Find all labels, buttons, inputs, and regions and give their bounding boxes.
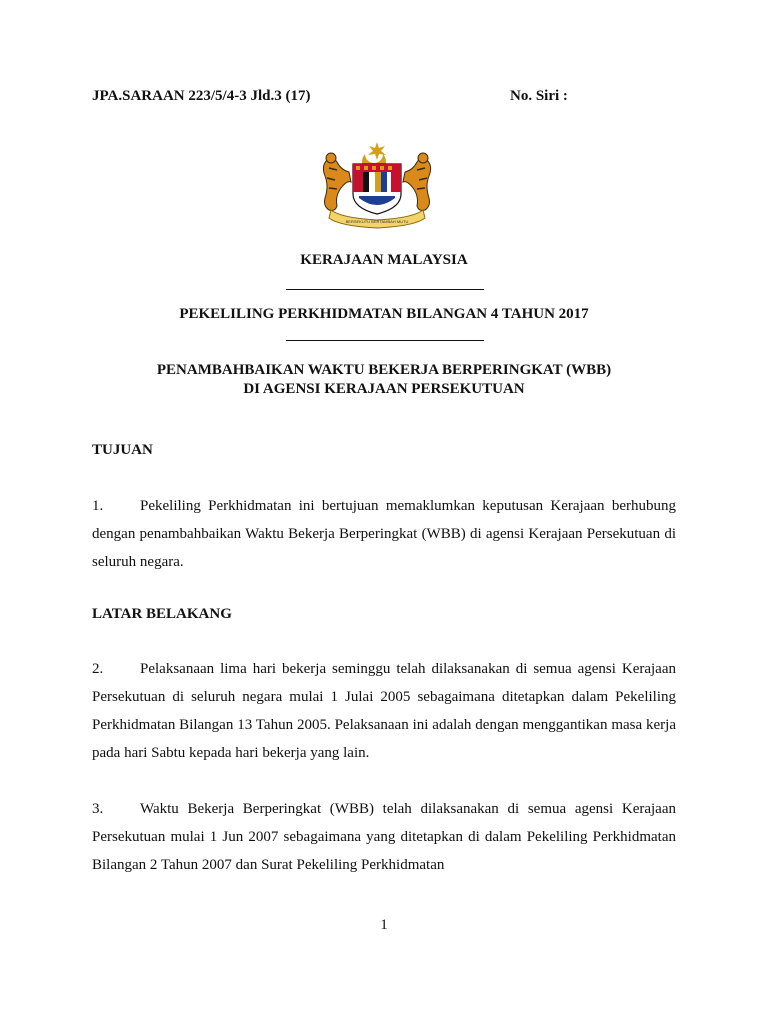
paragraph-text: Pekeliling Perkhidmatan ini bertujuan memaklumkan keputusan Kerajaan berhubung dengan penambahbaikan Waktu Bekerja Berperingkat (WBB) di agensi Kerajaan Persekutuan di seluruh negara. <box>92 498 676 570</box>
paragraph-text: Waktu Bekerja Berperingkat (WBB) telah dilaksanakan di semua agensi Kerajaan Persekutuan mulai 1 Jun 2007 sebagaimana yang ditetapkan di dalam Pekeliling Perkhidmatan Bilangan 2 Tahun 2007 dan Surat Pekeliling Perkhidmatan <box>92 801 676 873</box>
paragraph-number: 1. <box>92 498 104 514</box>
paragraph-number: 3. <box>92 801 104 817</box>
subject-line-1: PENAMBAHBAIKAN WAKTU BEKERJA BERPERINGKAT (WBB) <box>156 362 612 378</box>
paragraph-2 <box>92 655 676 767</box>
paragraph-1 <box>92 492 676 576</box>
paragraph-text: Pelaksanaan lima hari bekerja seminggu telah dilaksanakan di semua agensi Kerajaan Persekutuan di seluruh negara mulai 1 Julai 2005 sebagaimana ditetapkan dalam Pekeliling Perkhidmatan Bilangan 13 Tahun 2005. Pelaksanaan ini adalah dengan menggantikan masa kerja pada hari Sabtu kepada hari bekerja yang lain. <box>92 661 676 761</box>
circular-underline <box>286 340 484 341</box>
emblem-motto: BERSEKUTU BERTAMBAH MUTU <box>345 219 409 224</box>
malaysia-coat-of-arms-icon <box>313 140 441 230</box>
section-heading-background: LATAR BELAKANG <box>92 606 232 622</box>
page-number: 1 <box>380 917 388 933</box>
government-title: KERAJAAN MALAYSIA <box>300 252 468 268</box>
paragraph-3 <box>92 795 676 879</box>
title-underline <box>286 289 484 290</box>
serial-number-label: No. Siri : <box>510 88 568 104</box>
circular-title: PEKELILING PERKHIDMATAN BILANGAN 4 TAHUN 2017 <box>179 306 589 322</box>
section-heading-purpose: TUJUAN <box>92 442 153 458</box>
reference-number: JPA.SARAAN 223/5/4-3 Jld.3 (17) <box>92 88 311 104</box>
subject-line-2: DI AGENSI KERAJAAN PERSEKUTUAN <box>243 381 525 397</box>
paragraph-number: 2. <box>92 661 104 677</box>
